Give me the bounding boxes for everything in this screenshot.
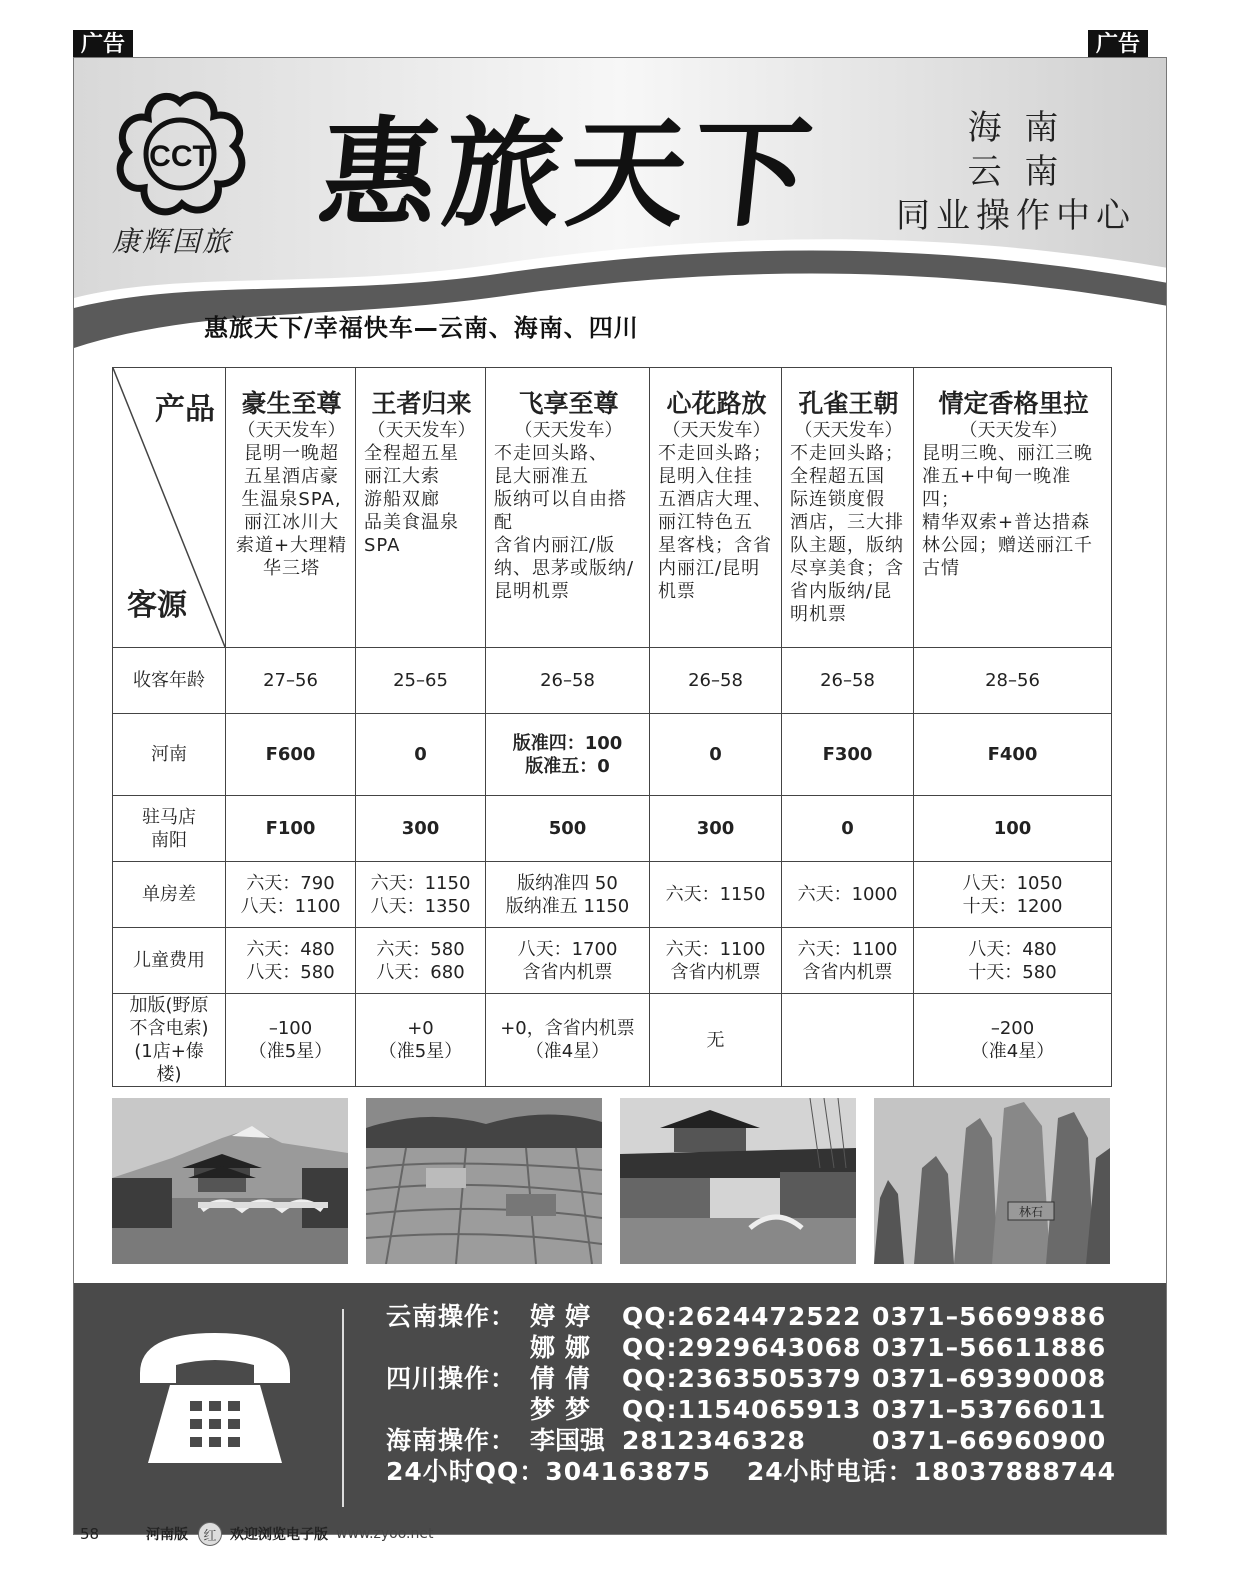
table-cell: 26–58 <box>782 648 914 714</box>
contact-list <box>386 1301 1116 1487</box>
brand-title: 惠旅天下 <box>312 104 824 243</box>
contact-24h-qq[interactable]: 24小时QQ：304163875 <box>386 1457 711 1486</box>
table-cell: 版纳准四 50 版纳准五 1150 <box>486 862 650 928</box>
table-cell: 300 <box>650 796 782 862</box>
table-cell: –100 （准5星） <box>226 994 356 1087</box>
contact-qq[interactable]: QQ:2929643068 <box>622 1333 862 1362</box>
product-cell <box>650 368 782 648</box>
table-cell: 25–65 <box>356 648 486 714</box>
table-cell: 0 <box>356 714 486 796</box>
product-description: 不走回头路、 昆大丽准五 版纳可以自由搭 配 含省内丽江/版 纳、思茅或版纳/ 昆明机票 <box>494 443 635 602</box>
table-cell: 26–58 <box>650 648 782 714</box>
contact-department: 四川操作： <box>386 1364 517 1393</box>
row-label: 驻马店 南阳 <box>113 796 226 862</box>
contact-phone[interactable]: 0371–56611886 <box>872 1333 1107 1362</box>
product-description: 不走回头路； 全程超五国 际连锁度假 酒店，三大排 队主题，版纳 尽享美食；含 省内版纳/昆 明机票 <box>790 443 904 625</box>
photo-strip <box>112 1098 1112 1264</box>
row-label: 收客年龄 <box>113 648 226 714</box>
table-cell: +0 （准5星） <box>356 994 486 1087</box>
contact-row <box>386 1425 1116 1456</box>
table-cell: 六天：790 八天：1100 <box>226 862 356 928</box>
contact-footer <box>74 1283 1167 1535</box>
product-name: 情定香格里拉 <box>938 389 1089 418</box>
photo-black-dragon-pool <box>112 1098 348 1264</box>
product-cell <box>356 368 486 648</box>
table-cell: 六天：1100 含省内机票 <box>650 928 782 994</box>
svg-text:林石: 林石 <box>1018 1205 1044 1219</box>
table-cell: 六天：1000 <box>782 862 914 928</box>
table-row <box>113 796 1112 862</box>
table-cell: F100 <box>226 796 356 862</box>
edition-badge: 红 <box>198 1522 222 1546</box>
table-cell: 六天：480 八天：580 <box>226 928 356 994</box>
contact-qq[interactable]: 2812346328 <box>622 1426 806 1455</box>
product-cell <box>914 368 1112 648</box>
contact-department: 海南操作： <box>386 1426 517 1455</box>
side-title <box>886 106 1146 238</box>
contact-qq[interactable]: QQ:2363505379 <box>622 1364 862 1393</box>
table-cell: F400 <box>914 714 1112 796</box>
table-cell: 六天：580 八天：680 <box>356 928 486 994</box>
table-cell: 0 <box>782 796 914 862</box>
table-cell: 0 <box>650 714 782 796</box>
contact-qq[interactable]: QQ:2624472522 <box>622 1302 862 1331</box>
contact-row <box>386 1394 1116 1425</box>
footer-divider <box>342 1309 344 1507</box>
table-cell: 26–58 <box>486 648 650 714</box>
table-cell: F300 <box>782 714 914 796</box>
contact-phone[interactable]: 0371–53766011 <box>872 1395 1107 1424</box>
product-cell <box>486 368 650 648</box>
product-frequency: （天天发车） <box>794 420 903 441</box>
product-description: 不走回头路； 昆明入住挂 五酒店大理、 丽江特色五 星客栈；含省 内丽江/昆明 机票 <box>658 443 772 602</box>
corner-cell <box>113 368 226 648</box>
photo-terraced-fields <box>366 1098 602 1264</box>
product-name: 飞享至尊 <box>518 389 619 418</box>
product-description: 昆明一晚超 五星酒店豪 生温泉SPA, 丽江冰川大 索道+大理精 华三塔 <box>235 443 348 579</box>
svg-text:CCT: CCT <box>149 140 211 173</box>
subtitle: 惠旅天下/幸福快车—云南、海南、四川 <box>204 314 639 342</box>
product-name: 心花路放 <box>666 389 767 418</box>
product-frequency: （天天发车） <box>662 420 771 441</box>
header <box>74 58 1167 358</box>
contact-name: 梦梦 <box>530 1395 601 1424</box>
product-header-row <box>113 368 1112 648</box>
side-title-line: 云 南 <box>967 152 1065 192</box>
contact-department <box>386 1332 530 1363</box>
product-name: 孔雀王朝 <box>798 389 899 418</box>
contact-department: 云南操作： <box>386 1302 517 1331</box>
product-name: 豪生至尊 <box>241 389 342 418</box>
table-cell: 版准四：100 版准五：0 <box>486 714 650 796</box>
product-cell <box>782 368 914 648</box>
contact-name: 娜娜 <box>530 1333 601 1362</box>
table-row <box>113 994 1112 1087</box>
photo-stone-forest <box>874 1098 1110 1264</box>
page-footer <box>80 1522 433 1546</box>
corner-label-product: 产品 <box>155 392 215 427</box>
corner-label-source: 客源 <box>127 588 187 623</box>
contact-row <box>386 1363 1116 1394</box>
website-link[interactable]: www.zyoo.net <box>336 1526 434 1542</box>
product-description: 昆明三晚、丽江三晚 准五+中甸一晚准四； 精华双索+普达措森 林公园；赠送丽江千 古情 <box>922 443 1093 579</box>
contact-phone[interactable]: 0371–66960900 <box>872 1426 1107 1455</box>
table-cell: 六天：1100 含省内机票 <box>782 928 914 994</box>
table-row <box>113 714 1112 796</box>
welcome-text: 欢迎浏览电子版 <box>230 1527 328 1543</box>
table-cell: 无 <box>650 994 782 1087</box>
table-cell: 100 <box>914 796 1112 862</box>
side-title-line: 海 南 <box>967 108 1065 148</box>
contact-24h-row <box>386 1456 1116 1487</box>
product-frequency: （天天发车） <box>367 420 476 441</box>
page-number: 58 <box>80 1525 100 1543</box>
table-cell: +0，含省内机票 （准4星） <box>486 994 650 1087</box>
contact-phone[interactable]: 0371–69390008 <box>872 1364 1107 1393</box>
row-label: 河南 <box>113 714 226 796</box>
product-name: 王者归来 <box>371 389 472 418</box>
ad-label-right: 广告 <box>1088 30 1148 60</box>
ad-label-left: 广告 <box>73 30 133 60</box>
table-cell <box>782 994 914 1087</box>
side-title-line: 同业操作中心 <box>896 196 1136 236</box>
contact-row <box>386 1301 1116 1332</box>
logo-chinese-name: 康辉国旅 <box>112 225 233 258</box>
row-label: 加版(野原 不含电索) (1店+傣 楼) <box>113 994 226 1087</box>
photo-ancient-town <box>620 1098 856 1264</box>
product-frequency: （天天发车） <box>959 420 1068 441</box>
table-cell: 27–56 <box>226 648 356 714</box>
cct-logo-icon <box>110 88 250 228</box>
table-cell: 500 <box>486 796 650 862</box>
contact-name: 李国强 <box>530 1426 606 1455</box>
row-label: 单房差 <box>113 862 226 928</box>
table-cell: 28–56 <box>914 648 1112 714</box>
table-cell: 八天：1050 十天：1200 <box>914 862 1112 928</box>
table-row <box>113 928 1112 994</box>
product-cell <box>226 368 356 648</box>
table-row <box>113 648 1112 714</box>
pricing-table <box>112 367 1112 1087</box>
product-frequency: （天天发车） <box>514 420 623 441</box>
table-cell: 六天：1150 <box>650 862 782 928</box>
contact-name: 婷婷 <box>530 1302 601 1331</box>
contact-name: 倩倩 <box>530 1364 601 1393</box>
advertisement-frame <box>73 57 1167 1535</box>
table-cell: F600 <box>226 714 356 796</box>
contact-qq[interactable]: QQ:1154065913 <box>622 1395 862 1424</box>
edition-label: 河南版 <box>146 1527 188 1543</box>
contact-row <box>386 1332 1116 1363</box>
contact-phone[interactable]: 0371–56699886 <box>872 1302 1107 1331</box>
table-cell: 六天：1150 八天：1350 <box>356 862 486 928</box>
row-label: 儿童费用 <box>113 928 226 994</box>
telephone-icon <box>130 1323 300 1473</box>
table-cell: 300 <box>356 796 486 862</box>
product-description: 全程超五星 丽江大索 游船双廊 品美食温泉 SPA <box>364 443 459 556</box>
table-cell: 八天：1700 含省内机票 <box>486 928 650 994</box>
contact-department <box>386 1394 530 1425</box>
table-cell: 八天：480 十天：580 <box>914 928 1112 994</box>
table-cell: –200 （准4星） <box>914 994 1112 1087</box>
contact-24h-phone[interactable]: 24小时电话：18037888744 <box>746 1457 1116 1486</box>
table-row <box>113 862 1112 928</box>
product-frequency: （天天发车） <box>237 420 346 441</box>
